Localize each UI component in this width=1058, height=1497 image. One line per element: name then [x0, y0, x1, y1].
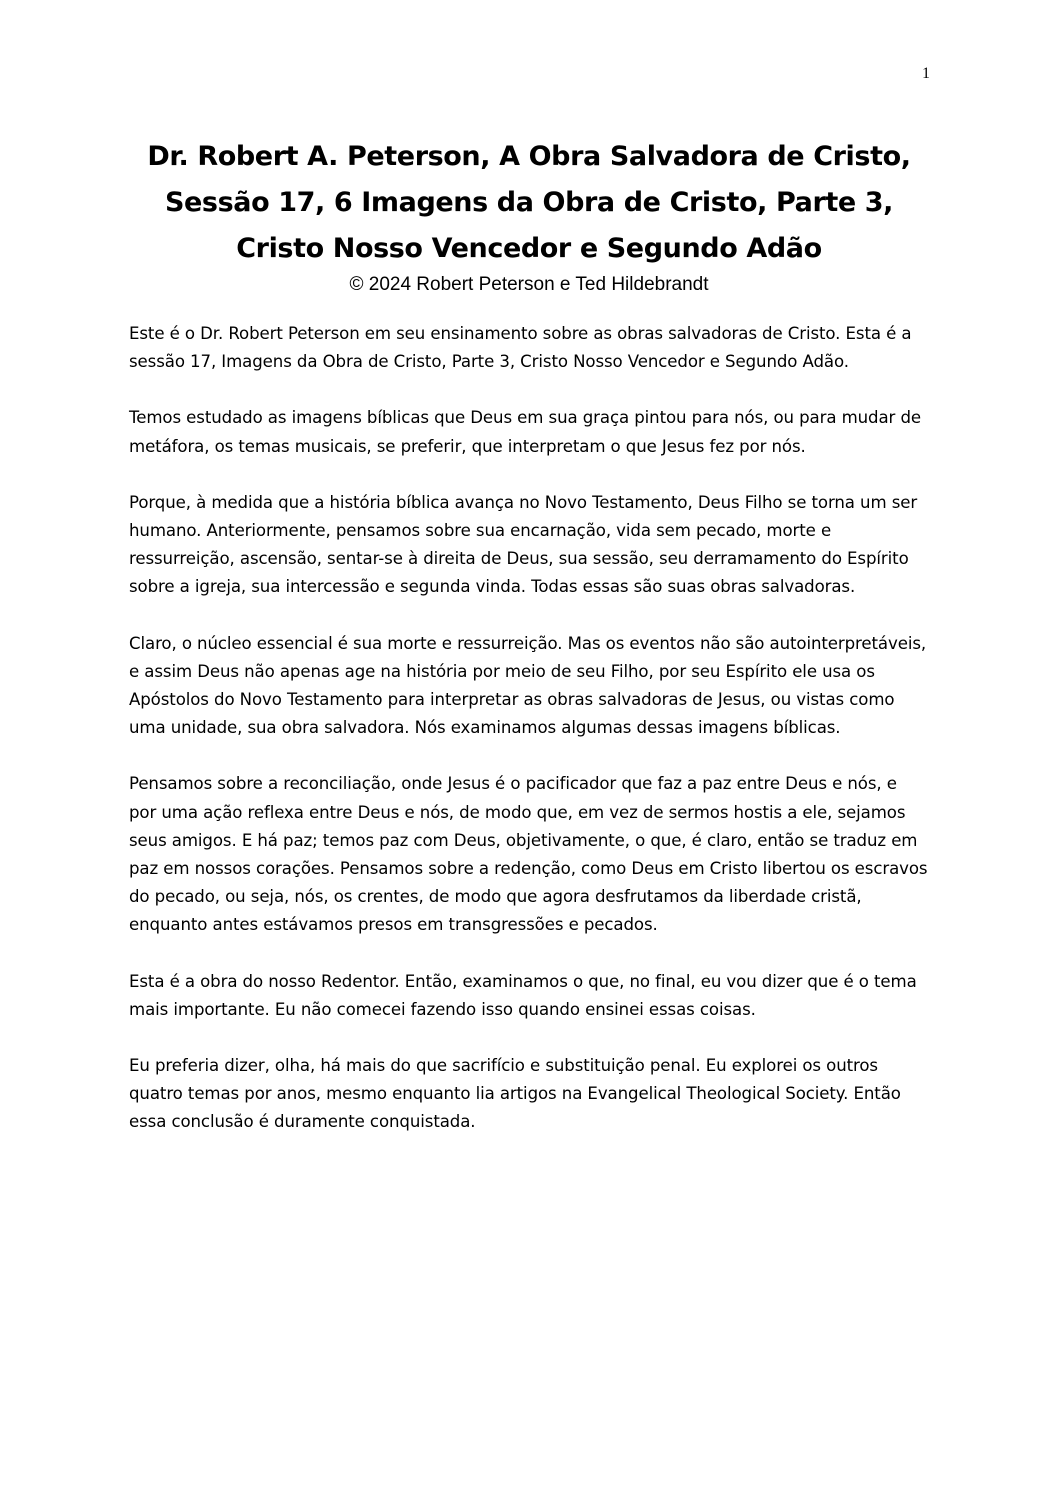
copyright-line: © 2024 Robert Peterson e Ted Hildebrandt	[349, 274, 709, 295]
document-title	[110, 134, 948, 272]
paragraph: Temos estudado as imagens bíblicas que Deus em sua graça pintou para nós, ou para mudar de metáfora, os temas musicais, se preferir, que interpretam o que Jesus fez por nós.	[129, 408, 921, 456]
paragraph: Porque, à medida que a história bíblica avança no Novo Testamento, Deus Filho se torna um ser humano. Anteriormente, pensamos sobre sua encarnação, vida sem pecado, morte e ressurreição, ascensão, sentar-se à direita de Deus, sua sessão, seu derramamento do Espírito sobre a igreja, sua intercessão e segunda vinda. Todas essas são suas obras salvadoras.	[129, 492, 918, 597]
title-block	[110, 134, 948, 298]
document-body	[129, 320, 929, 1165]
paragraph: Pensamos sobre a reconciliação, onde Jesus é o pacificador que faz a paz entre Deus e nós, e por uma ação reflexa entre Deus e nós, de modo que, em vez de sermos hostis a ele, sejamos seus amigos. E há paz; temos paz com Deus, objetivamente, o que, é claro, então se traduz em paz em nossos corações. Pensamos sobre a redenção, como Deus em Cristo libertou os escravos do pecado, ou seja, nós, os crentes, de modo que agora desfrutamos da liberdade cristã, enquanto antes estávamos presos em transgressões e pecados.	[129, 774, 928, 935]
title-line: Sessão 17, 6 Imagens da Obra de Cristo, Parte 3,	[164, 187, 894, 218]
title-line: Dr. Robert A. Peterson, A Obra Salvadora de Cristo,	[147, 141, 911, 172]
title-line: Cristo Nosso Vencedor e Segundo Adão	[236, 233, 822, 264]
paragraph: Este é o Dr. Robert Peterson em seu ensinamento sobre as obras salvadoras de Cristo. Esta é a sessão 17, Imagens da Obra de Cristo, Parte 3, Cristo Nosso Vencedor e Segundo Adão.	[129, 324, 912, 372]
paragraph: Eu preferia dizer, olha, há mais do que sacrifício e substituição penal. Eu explorei os outros quatro temas por anos, mesmo enquanto lia artigos na Evangelical Theological Society. Então essa conclusão é duramente conquistada.	[129, 1056, 901, 1132]
page-number: 1	[922, 65, 930, 82]
paragraph: Claro, o núcleo essencial é sua morte e ressurreição. Mas os eventos não são autointerpretáveis, e assim Deus não apenas age na história por meio de seu Filho, por seu Espírito ele usa os Apóstolos do Novo Testamento para interpretar as obras salvadoras de Jesus, ou vistas como uma unidade, sua obra salvadora. Nós examinamos algumas dessas imagens bíblicas.	[129, 633, 927, 738]
paragraph: Esta é a obra do nosso Redentor. Então, examinamos o que, no final, eu vou dizer que é o tema mais importante. Eu não comecei fazendo isso quando ensinei essas coisas.	[129, 971, 917, 1019]
